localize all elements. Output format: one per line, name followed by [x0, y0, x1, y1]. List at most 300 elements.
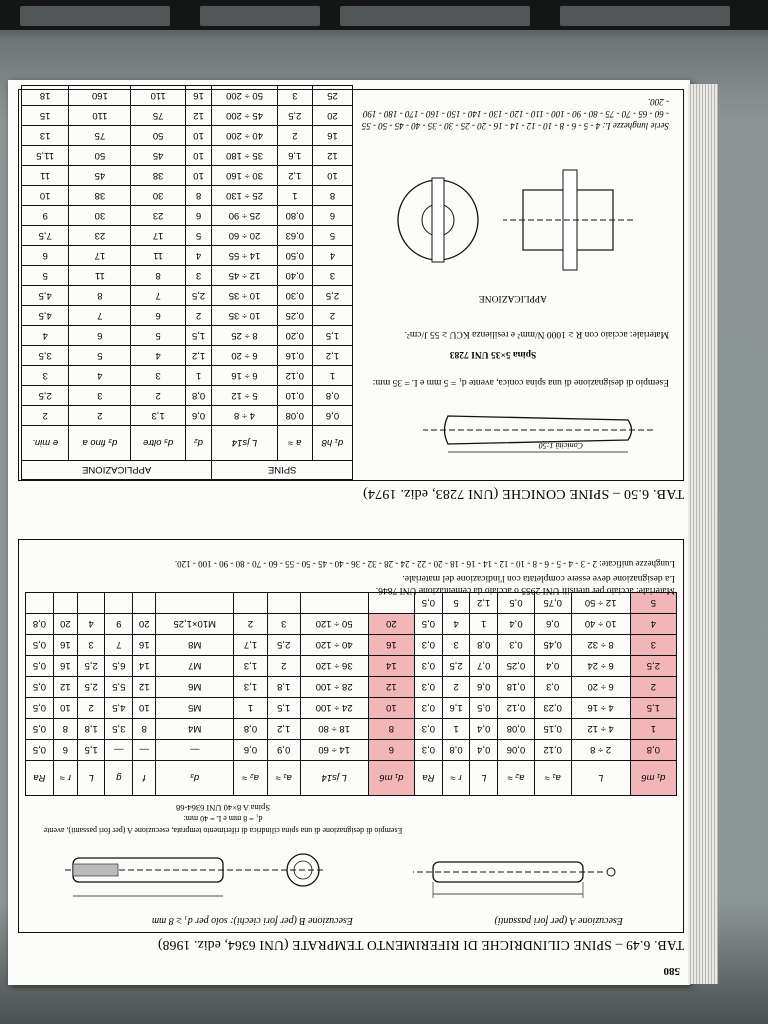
- table-cell: 14 ÷ 55: [212, 246, 277, 266]
- application-heading: APPLICAZIONE: [478, 293, 548, 303]
- table-cell: 7,5: [22, 226, 69, 246]
- table-cell: 16: [53, 656, 77, 677]
- table-cell: 0,5: [470, 698, 498, 719]
- table-cell: 50: [69, 146, 131, 166]
- table-cell: 1: [234, 698, 268, 719]
- table-cell: 0,18: [498, 677, 535, 698]
- table-row: [22, 226, 353, 246]
- table-cell: 10: [185, 166, 212, 186]
- table-cell: 0,30: [277, 286, 312, 306]
- table-cell: 5: [69, 346, 131, 366]
- table-cell: 30 ÷ 160: [212, 166, 277, 186]
- tab649-body: [26, 593, 677, 761]
- table-cell: 2,5: [267, 635, 300, 656]
- table-cell: 6: [185, 206, 212, 226]
- table-cell: 3,5: [105, 719, 133, 740]
- table-cell: 2 ÷ 8: [571, 740, 630, 761]
- tab650-group-row: [22, 461, 353, 480]
- table-cell: 0,6: [470, 677, 498, 698]
- table-row: [22, 386, 353, 406]
- table-cell: 1,5: [77, 740, 105, 761]
- table-row: [22, 266, 353, 286]
- table-cell: 3: [277, 86, 312, 106]
- col-header: r ≈: [442, 761, 470, 796]
- col-header: d₃ fino a: [69, 426, 131, 461]
- table-cell: 1,2: [267, 719, 300, 740]
- table-cell: M10×1,25: [156, 614, 234, 635]
- table-cell: 0,8: [26, 614, 54, 635]
- table-cell: 14: [368, 656, 414, 677]
- table-cell: 6 ÷ 24: [571, 656, 630, 677]
- table-cell: 20: [133, 614, 156, 635]
- table-cell: 1: [470, 614, 498, 635]
- table-cell: 1,8: [77, 719, 105, 740]
- col-header: a₂ ≈: [234, 761, 268, 796]
- table-cell: 1,8: [267, 677, 300, 698]
- table-cell: 12: [368, 677, 414, 698]
- table-cell: 8: [185, 186, 212, 206]
- table-cell: 2: [312, 306, 352, 326]
- col-header: d₁ m6: [368, 761, 414, 796]
- table-cell: 0,20: [277, 326, 312, 346]
- table-cell: 23: [69, 226, 131, 246]
- table-cell: 25 ÷ 90: [212, 206, 277, 226]
- tab650-material: Materiale: acciaio con R ≥ 1000 N/mm² e resilienza KCU ≥ 55 J/cm².: [404, 329, 669, 339]
- tab650-header-row: [22, 426, 353, 461]
- table-cell: 10: [133, 698, 156, 719]
- table-cell: 0,3: [415, 719, 443, 740]
- col-header: d₂: [185, 426, 212, 461]
- table-cell: 14: [133, 656, 156, 677]
- table-cell: M7: [156, 656, 234, 677]
- table-cell: 25 ÷ 130: [212, 186, 277, 206]
- tab649-material: Materiale: acciaio per utensili UNI 2955 o acciaio da cementazione UNI 7846.: [375, 585, 675, 595]
- table-row: [26, 614, 677, 635]
- table-cell: 50 ÷ 120: [300, 614, 368, 635]
- tab649-table: [25, 592, 677, 796]
- table-cell: 12: [312, 146, 352, 166]
- table-cell: 40 ÷ 120: [300, 635, 368, 656]
- table-cell: 16: [53, 635, 77, 656]
- table-cell: 0,25: [498, 656, 535, 677]
- table-cell: 11: [131, 246, 185, 266]
- table-cell: 1,5: [185, 326, 212, 346]
- table-cell: 3: [185, 266, 212, 286]
- tab650-lengths: Serie lunghezze L: 4 - 5 - 6 - 8 - 10 - 12 - 14 - 16 - 20 - 25 - 30 - 35 - 40 - 45 - 50 - 55 - 60 - 65 - 70 - 75 - 80 - 90 - 100 - 110 - 120 - 130 - 140 - 150 - 160 - 170 - 180 - 190 - 200.: [361, 97, 669, 131]
- col-header: g: [105, 761, 133, 796]
- table-cell: 0,4: [498, 614, 535, 635]
- table-cell: 0,80: [277, 206, 312, 226]
- table-cell: 160: [69, 86, 131, 106]
- table-row: [26, 656, 677, 677]
- table-cell: 0,8: [234, 719, 268, 740]
- table-cell: 0,3: [415, 698, 443, 719]
- table-cell: 0,3: [415, 635, 443, 656]
- table-cell: M6: [156, 677, 234, 698]
- exec-a-label: Esecuzione A (per fori passanti): [494, 915, 623, 926]
- table-cell: 20: [368, 614, 414, 635]
- table-cell: 38: [131, 166, 185, 186]
- table-cell: 4: [185, 246, 212, 266]
- top-tab: [200, 6, 320, 26]
- top-dark-band: [0, 0, 768, 30]
- table-cell: M5: [156, 698, 234, 719]
- table-cell: 45 ÷ 200: [212, 106, 277, 126]
- table-cell: 1,7: [234, 635, 268, 656]
- table-cell: 0,5: [26, 656, 54, 677]
- table-cell: 16: [312, 126, 352, 146]
- table-row: [22, 146, 353, 166]
- table-cell: 0,7: [470, 656, 498, 677]
- table-cell: 2,5: [77, 677, 105, 698]
- table-cell: M8: [156, 635, 234, 656]
- table-row: [22, 126, 353, 146]
- table-cell: 30: [131, 186, 185, 206]
- table-cell: 1,2: [470, 593, 498, 614]
- table-cell: 0,12: [498, 698, 535, 719]
- table-row: [22, 346, 353, 366]
- table-cell: 12 ÷ 50: [571, 593, 630, 614]
- tab649-box: [18, 539, 684, 933]
- table-cell: 0,5: [26, 719, 54, 740]
- table-row: [22, 406, 353, 426]
- table-cell: 8: [312, 186, 352, 206]
- table-cell: 0,3: [415, 740, 443, 761]
- table-cell: 3: [267, 614, 300, 635]
- table-cell: 5: [442, 593, 470, 614]
- table-cell: 0,75: [534, 593, 571, 614]
- table-cell: 4: [442, 614, 470, 635]
- table-cell: 3,5: [22, 346, 69, 366]
- col-header: Ra: [26, 761, 54, 796]
- table-cell: 5: [630, 593, 676, 614]
- col-header: e min.: [22, 426, 69, 461]
- table-cell: 20 ÷ 60: [212, 226, 277, 246]
- table-cell: 0,9: [267, 740, 300, 761]
- table-cell: 2: [69, 406, 131, 426]
- table-cell: 40 ÷ 200: [212, 126, 277, 146]
- table-cell: 6: [312, 206, 352, 226]
- table-cell: 0,06: [498, 740, 535, 761]
- table-cell: 8 ÷ 25: [212, 326, 277, 346]
- table-cell: 17: [131, 226, 185, 246]
- col-header: L: [470, 761, 498, 796]
- table-cell: 45: [131, 146, 185, 166]
- table-cell: 10: [53, 698, 77, 719]
- table-cell: 8: [53, 719, 77, 740]
- table-row: [22, 306, 353, 326]
- table-cell: 9: [105, 614, 133, 635]
- table-cell: 1,5: [267, 698, 300, 719]
- table-cell: 4 ÷ 8: [212, 406, 277, 426]
- table-cell: 0,8: [442, 740, 470, 761]
- exec-b-label: Esecuzione B (per fori ciechi): solo per d₁ ≥ 8 mm: [151, 915, 353, 926]
- taper-label: Conicità 1:50: [538, 441, 583, 450]
- table-cell: 3: [630, 635, 676, 656]
- page-content-rotated: [8, 80, 690, 985]
- table-cell: 14 ÷ 60: [300, 740, 368, 761]
- tab649-title: TAB. 6.49 – SPINE CILINDRICHE DI RIFERIMENTO TEMPRATE (UNI 6364, ediz. 1968): [157, 938, 684, 953]
- table-cell: 3: [442, 635, 470, 656]
- table-cell: 0,40: [277, 266, 312, 286]
- table-cell: 5: [131, 326, 185, 346]
- table-cell: 4: [630, 614, 676, 635]
- table-cell: 4,5: [22, 306, 69, 326]
- table-cell: 0,4: [534, 656, 571, 677]
- table-cell: 12: [53, 677, 77, 698]
- table-cell: 110: [69, 106, 131, 126]
- table-cell: 1: [630, 719, 676, 740]
- page-stack-edge: [688, 84, 718, 984]
- table-cell: 12 ÷ 45: [212, 266, 277, 286]
- table-cell: 3: [312, 266, 352, 286]
- table-cell: 10 ÷ 35: [212, 286, 277, 306]
- table-cell: 4: [312, 246, 352, 266]
- table-cell: 4: [69, 366, 131, 386]
- table-row: [22, 326, 353, 346]
- table-cell: 4 ÷ 12: [571, 719, 630, 740]
- table-row: [26, 698, 677, 719]
- tab650-example-code: Spina 5×35 UNI 7283: [449, 349, 537, 359]
- table-cell: 2: [77, 698, 105, 719]
- table-cell: 1,2: [312, 346, 352, 366]
- table-cell: 2,5: [277, 106, 312, 126]
- table-cell: 0,5: [498, 593, 535, 614]
- tab649-lengths: Lunghezze unificate: 2 - 3 - 4 - 5 - 6 - 8 - 10 - 12 - 14 - 16 - 18 - 20 - 22 - 24 - 28 - 32 - 36 - 40 - 45 - 50 - 55 - 60 - 70 - 80 - 90 - 100 - 120.: [174, 559, 675, 569]
- table-cell: 0,23: [534, 698, 571, 719]
- col-header: L: [77, 761, 105, 796]
- table-cell: 30: [69, 206, 131, 226]
- col-header: f: [133, 761, 156, 796]
- table-cell: 7: [131, 286, 185, 306]
- table-cell: 0,5: [415, 593, 443, 614]
- table-cell: 10: [185, 146, 212, 166]
- table-cell: 17: [69, 246, 131, 266]
- table-cell: 8: [133, 719, 156, 740]
- table-cell: 5,5: [105, 677, 133, 698]
- group-application: APPLICAZIONE: [22, 461, 212, 480]
- group-spine: SPINE: [212, 461, 353, 480]
- table-cell: 25: [312, 86, 352, 106]
- tab649-example: Esempio di designazione di una spina cilindrica di riferimento temprata, esecuzione A (per fori passanti), avente d₁ = 8 mm e L = 40 mm:: [43, 814, 403, 835]
- table-cell: 20: [53, 614, 77, 635]
- table-cell: 3: [69, 386, 131, 406]
- table-cell: 1: [442, 719, 470, 740]
- table-cell: 0,45: [534, 635, 571, 656]
- table-cell: 8: [69, 286, 131, 306]
- table-cell: 2: [267, 656, 300, 677]
- col-header: d₃: [156, 761, 234, 796]
- top-tab: [340, 6, 530, 26]
- table-cell: —: [105, 740, 133, 761]
- col-header: d₁ h8: [312, 426, 352, 461]
- table-row: [22, 286, 353, 306]
- table-cell: 18 ÷ 80: [300, 719, 368, 740]
- page-number: 580: [663, 965, 680, 977]
- table-cell: 1: [312, 366, 352, 386]
- table-cell: 16: [133, 635, 156, 656]
- table-cell: 0,3: [534, 677, 571, 698]
- table-cell: 50: [131, 126, 185, 146]
- table-row: [22, 106, 353, 126]
- col-header: a₁ ≈: [534, 761, 571, 796]
- pin-b-drawing: [43, 832, 343, 912]
- table-cell: 2,5: [312, 286, 352, 306]
- table-cell: 35 ÷ 180: [212, 146, 277, 166]
- table-cell: 2: [277, 126, 312, 146]
- table-cell: 0,16: [277, 346, 312, 366]
- table-cell: 7: [105, 635, 133, 656]
- table-cell: 1: [185, 366, 212, 386]
- col-header: Ra: [415, 761, 443, 796]
- table-cell: 10: [185, 126, 212, 146]
- table-cell: 1,3: [234, 677, 268, 698]
- table-row: [22, 246, 353, 266]
- table-cell: 6: [368, 740, 414, 761]
- tab650-table: [21, 85, 353, 480]
- top-tab: [560, 6, 730, 26]
- table-cell: 6: [69, 326, 131, 346]
- table-cell: 0,6: [234, 740, 268, 761]
- table-cell: 1,5: [312, 326, 352, 346]
- table-cell: 0,6: [185, 406, 212, 426]
- table-cell: 0,5: [415, 614, 443, 635]
- table-cell: 5: [185, 226, 212, 246]
- table-cell: 12: [133, 677, 156, 698]
- tab649-example-code: Spina A 8×40 UNI 6364-68: [175, 803, 271, 813]
- application-drawing: [383, 150, 663, 290]
- table-cell: 2: [234, 614, 268, 635]
- table-cell: 10: [368, 698, 414, 719]
- table-cell: 23: [131, 206, 185, 226]
- table-cell: 45: [69, 166, 131, 186]
- table-cell: 2: [131, 386, 185, 406]
- table-cell: 0,5: [26, 698, 54, 719]
- table-cell: 1,3: [234, 656, 268, 677]
- book-page: [8, 80, 690, 985]
- table-cell: 4,5: [105, 698, 133, 719]
- table-cell: M4: [156, 719, 234, 740]
- pin-a-drawing: [383, 832, 643, 912]
- table-cell: 1,6: [277, 146, 312, 166]
- table-cell: 0,5: [26, 635, 54, 656]
- table-cell: 0,4: [470, 719, 498, 740]
- table-cell: —: [133, 740, 156, 761]
- table-cell: 15: [22, 106, 69, 126]
- table-cell: 0,3: [498, 635, 535, 656]
- table-cell: 8: [368, 719, 414, 740]
- table-cell: 11,5: [22, 146, 69, 166]
- table-cell: 0,15: [534, 719, 571, 740]
- table-cell: 5: [22, 266, 69, 286]
- table-cell: 1,2: [277, 166, 312, 186]
- table-row: [22, 186, 353, 206]
- tab650-body: [22, 86, 353, 426]
- table-row: [26, 677, 677, 698]
- table-row: [22, 166, 353, 186]
- table-cell: 10: [312, 166, 352, 186]
- table-cell: 0,63: [277, 226, 312, 246]
- table-cell: 13: [22, 126, 69, 146]
- table-row: [22, 366, 353, 386]
- table-cell: 0,12: [277, 366, 312, 386]
- table-cell: 6 ÷ 20: [212, 346, 277, 366]
- table-cell: 18: [22, 86, 69, 106]
- col-header: d₃ oltre: [131, 426, 185, 461]
- table-cell: 6: [53, 740, 77, 761]
- table-cell: 0,08: [498, 719, 535, 740]
- col-header: a ≈: [277, 426, 312, 461]
- table-cell: 10: [22, 186, 69, 206]
- col-header: a₂ ≈: [498, 761, 535, 796]
- table-cell: 1,6: [442, 698, 470, 719]
- table-cell: 16: [368, 635, 414, 656]
- table-row: [26, 635, 677, 656]
- table-cell: 6: [22, 246, 69, 266]
- col-header: r ≈: [53, 761, 77, 796]
- table-cell: 0,6: [312, 406, 352, 426]
- table-cell: 4,5: [22, 286, 69, 306]
- table-cell: 3: [131, 366, 185, 386]
- col-header: L js14: [300, 761, 368, 796]
- table-cell: 9: [22, 206, 69, 226]
- table-cell: 4 ÷ 16: [571, 698, 630, 719]
- table-cell: 3: [22, 366, 69, 386]
- tab650-box: [18, 89, 684, 481]
- tab650-example: Esempio di designazione di una spina conica, avente d₁ = 5 mm e L = 35 mm:: [372, 377, 669, 387]
- table-cell: 1,2: [185, 346, 212, 366]
- table-cell: 12: [185, 106, 212, 126]
- table-row: [22, 206, 353, 226]
- table-cell: 4: [22, 326, 69, 346]
- tab649-header-row: [26, 761, 677, 796]
- table-cell: 0,3: [415, 677, 443, 698]
- table-cell: 1,3: [131, 406, 185, 426]
- table-cell: 50 ÷ 200: [212, 86, 277, 106]
- table-cell: 110: [131, 86, 185, 106]
- table-row: [26, 719, 677, 740]
- table-cell: 2,5: [630, 656, 676, 677]
- table-cell: 2: [442, 677, 470, 698]
- table-cell: 1,5: [630, 698, 676, 719]
- table-cell: 4: [77, 614, 105, 635]
- table-cell: 4: [131, 346, 185, 366]
- table-cell: 5: [312, 226, 352, 246]
- table-cell: 2,5: [442, 656, 470, 677]
- table-cell: 0,50: [277, 246, 312, 266]
- col-header: L js14: [212, 426, 277, 461]
- taper-pin-drawing: [413, 400, 663, 460]
- table-cell: 0,5: [26, 677, 54, 698]
- table-cell: 0,08: [277, 406, 312, 426]
- table-cell: 2,5: [77, 656, 105, 677]
- col-header: a₁ ≈: [267, 761, 300, 796]
- table-cell: 2: [185, 306, 212, 326]
- table-cell: 28 ÷ 100: [300, 677, 368, 698]
- table-cell: 7: [69, 306, 131, 326]
- table-cell: 36 ÷ 120: [300, 656, 368, 677]
- table-cell: 75: [131, 106, 185, 126]
- table-cell: 24 ÷ 100: [300, 698, 368, 719]
- table-cell: 0,6: [534, 614, 571, 635]
- table-cell: —: [156, 740, 234, 761]
- table-cell: 20: [312, 106, 352, 126]
- table-cell: 3: [77, 635, 105, 656]
- table-cell: 0,8: [185, 386, 212, 406]
- table-cell: 2: [22, 406, 69, 426]
- table-cell: 0,12: [534, 740, 571, 761]
- table-cell: 1: [277, 186, 312, 206]
